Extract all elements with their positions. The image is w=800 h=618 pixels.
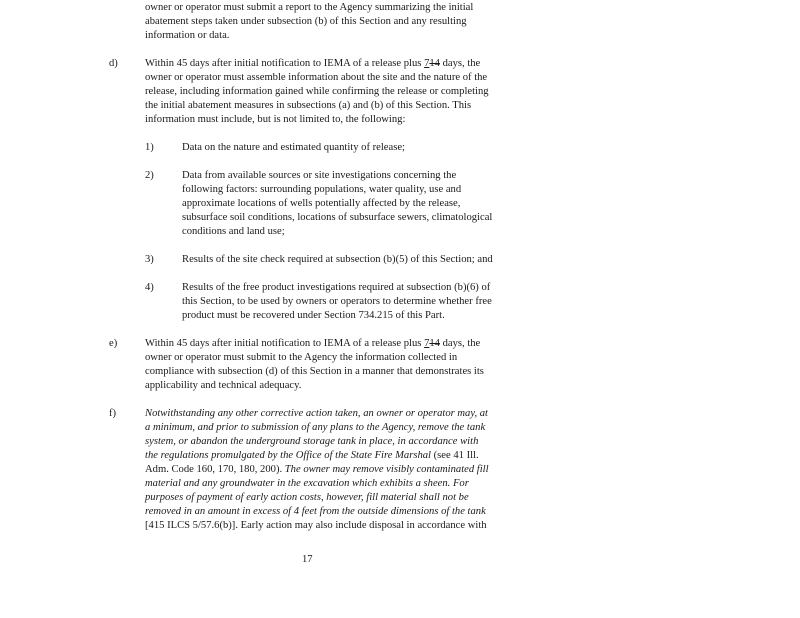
deleted-text: 14 bbox=[429, 58, 440, 69]
text-line: a minimum, and prior to submission of any plans to the Agency, remove the tank bbox=[145, 422, 486, 433]
text-line: owner or operator must assemble information about the site and the nature of the bbox=[145, 72, 488, 83]
deleted-text: 14 bbox=[429, 338, 440, 349]
text-line: owner or operator must submit to the Agency the information collected in bbox=[145, 352, 458, 363]
text-run: days, the bbox=[439, 58, 481, 69]
text-line bbox=[145, 463, 489, 477]
text-line: applicability and technical adequacy. bbox=[145, 380, 302, 391]
text-line: subsurface soil conditions, locations of subsurface sewers, climatological bbox=[182, 212, 493, 223]
text-line: the initial abatement measures in subsections (a) and (b) of this Section. This bbox=[145, 100, 472, 111]
text-line: purposes of payment of early action costs, however, fill material shall not be bbox=[145, 492, 469, 503]
page-number: 17 bbox=[302, 554, 313, 565]
text-run: Within 45 days after initial notification to IEMA of a release plus bbox=[145, 338, 425, 349]
text-line: Results of the free product investigations required at subsection (b)(6) of bbox=[182, 282, 491, 293]
text-line bbox=[145, 449, 479, 463]
text-line: [415 ILCS 5/57.6(b)]. Early action may also include disposal in accordance with bbox=[145, 520, 487, 531]
text-line: Results of the site check required at subsection (b)(5) of this Section; and bbox=[182, 254, 493, 265]
text-line: following factors: surrounding populations, water quality, use and bbox=[182, 184, 462, 195]
text-run: Within 45 days after initial notification to IEMA of a release plus bbox=[145, 58, 425, 69]
text-run: (see 41 Ill. bbox=[430, 450, 479, 461]
text-line: approximate locations of wells potentially affected by the release, bbox=[182, 198, 461, 209]
text-line: system, or abandon the underground storage tank in place, in accordance with bbox=[145, 436, 479, 447]
text-line: conditions and land use; bbox=[182, 226, 285, 237]
text-line: product must be recovered under Section 734.215 of this Part. bbox=[182, 310, 445, 321]
text-run: the regulations promulgated by the Office of the State Fire Marshal bbox=[145, 450, 431, 461]
text-run: Adm. Code 160, 170, 180, 200). bbox=[145, 464, 285, 475]
text-line: information or data. bbox=[145, 30, 230, 41]
text-line: removed in an amount in excess of 4 feet from the outside dimensions of the tank bbox=[145, 506, 486, 517]
text-line: material and any groundwater in the excavation which exhibits a sheen. For bbox=[145, 478, 469, 489]
text-line: abatement steps taken under subsection (b) of this Section and any resulting bbox=[145, 16, 467, 27]
inserted-text: 7 bbox=[424, 338, 430, 349]
text-line: Data from available sources or site investigations concerning the bbox=[182, 170, 457, 181]
text-line: compliance with subsection (d) of this Section in a manner that demonstrates its bbox=[145, 366, 484, 377]
text-line: this Section, to be used by owners or operators to determine whether free bbox=[182, 296, 492, 307]
text-line: Notwithstanding any other corrective action taken, an owner or operator may, at bbox=[145, 408, 488, 419]
text-line: release, including information gained while confirming the release or completing bbox=[145, 86, 489, 97]
item-number: 4) bbox=[145, 282, 154, 293]
text-line: information must include, but is not limited to, the following: bbox=[145, 114, 406, 125]
text-line: Data on the nature and estimated quantity of release; bbox=[182, 142, 405, 153]
text-line bbox=[145, 337, 480, 351]
item-number: 3) bbox=[145, 254, 154, 265]
section-label: d) bbox=[109, 58, 118, 69]
section-label: f) bbox=[109, 408, 117, 419]
text-line: owner or operator must submit a report to the Agency summarizing the initial bbox=[145, 2, 474, 13]
text-run: The owner may remove visibly contaminated fill bbox=[284, 464, 489, 475]
item-number: 1) bbox=[145, 142, 154, 153]
item-number: 2) bbox=[145, 170, 154, 181]
section-label: e) bbox=[109, 338, 118, 349]
text-line bbox=[145, 57, 480, 71]
text-run: days, the bbox=[439, 338, 481, 349]
inserted-text: 7 bbox=[424, 58, 430, 69]
